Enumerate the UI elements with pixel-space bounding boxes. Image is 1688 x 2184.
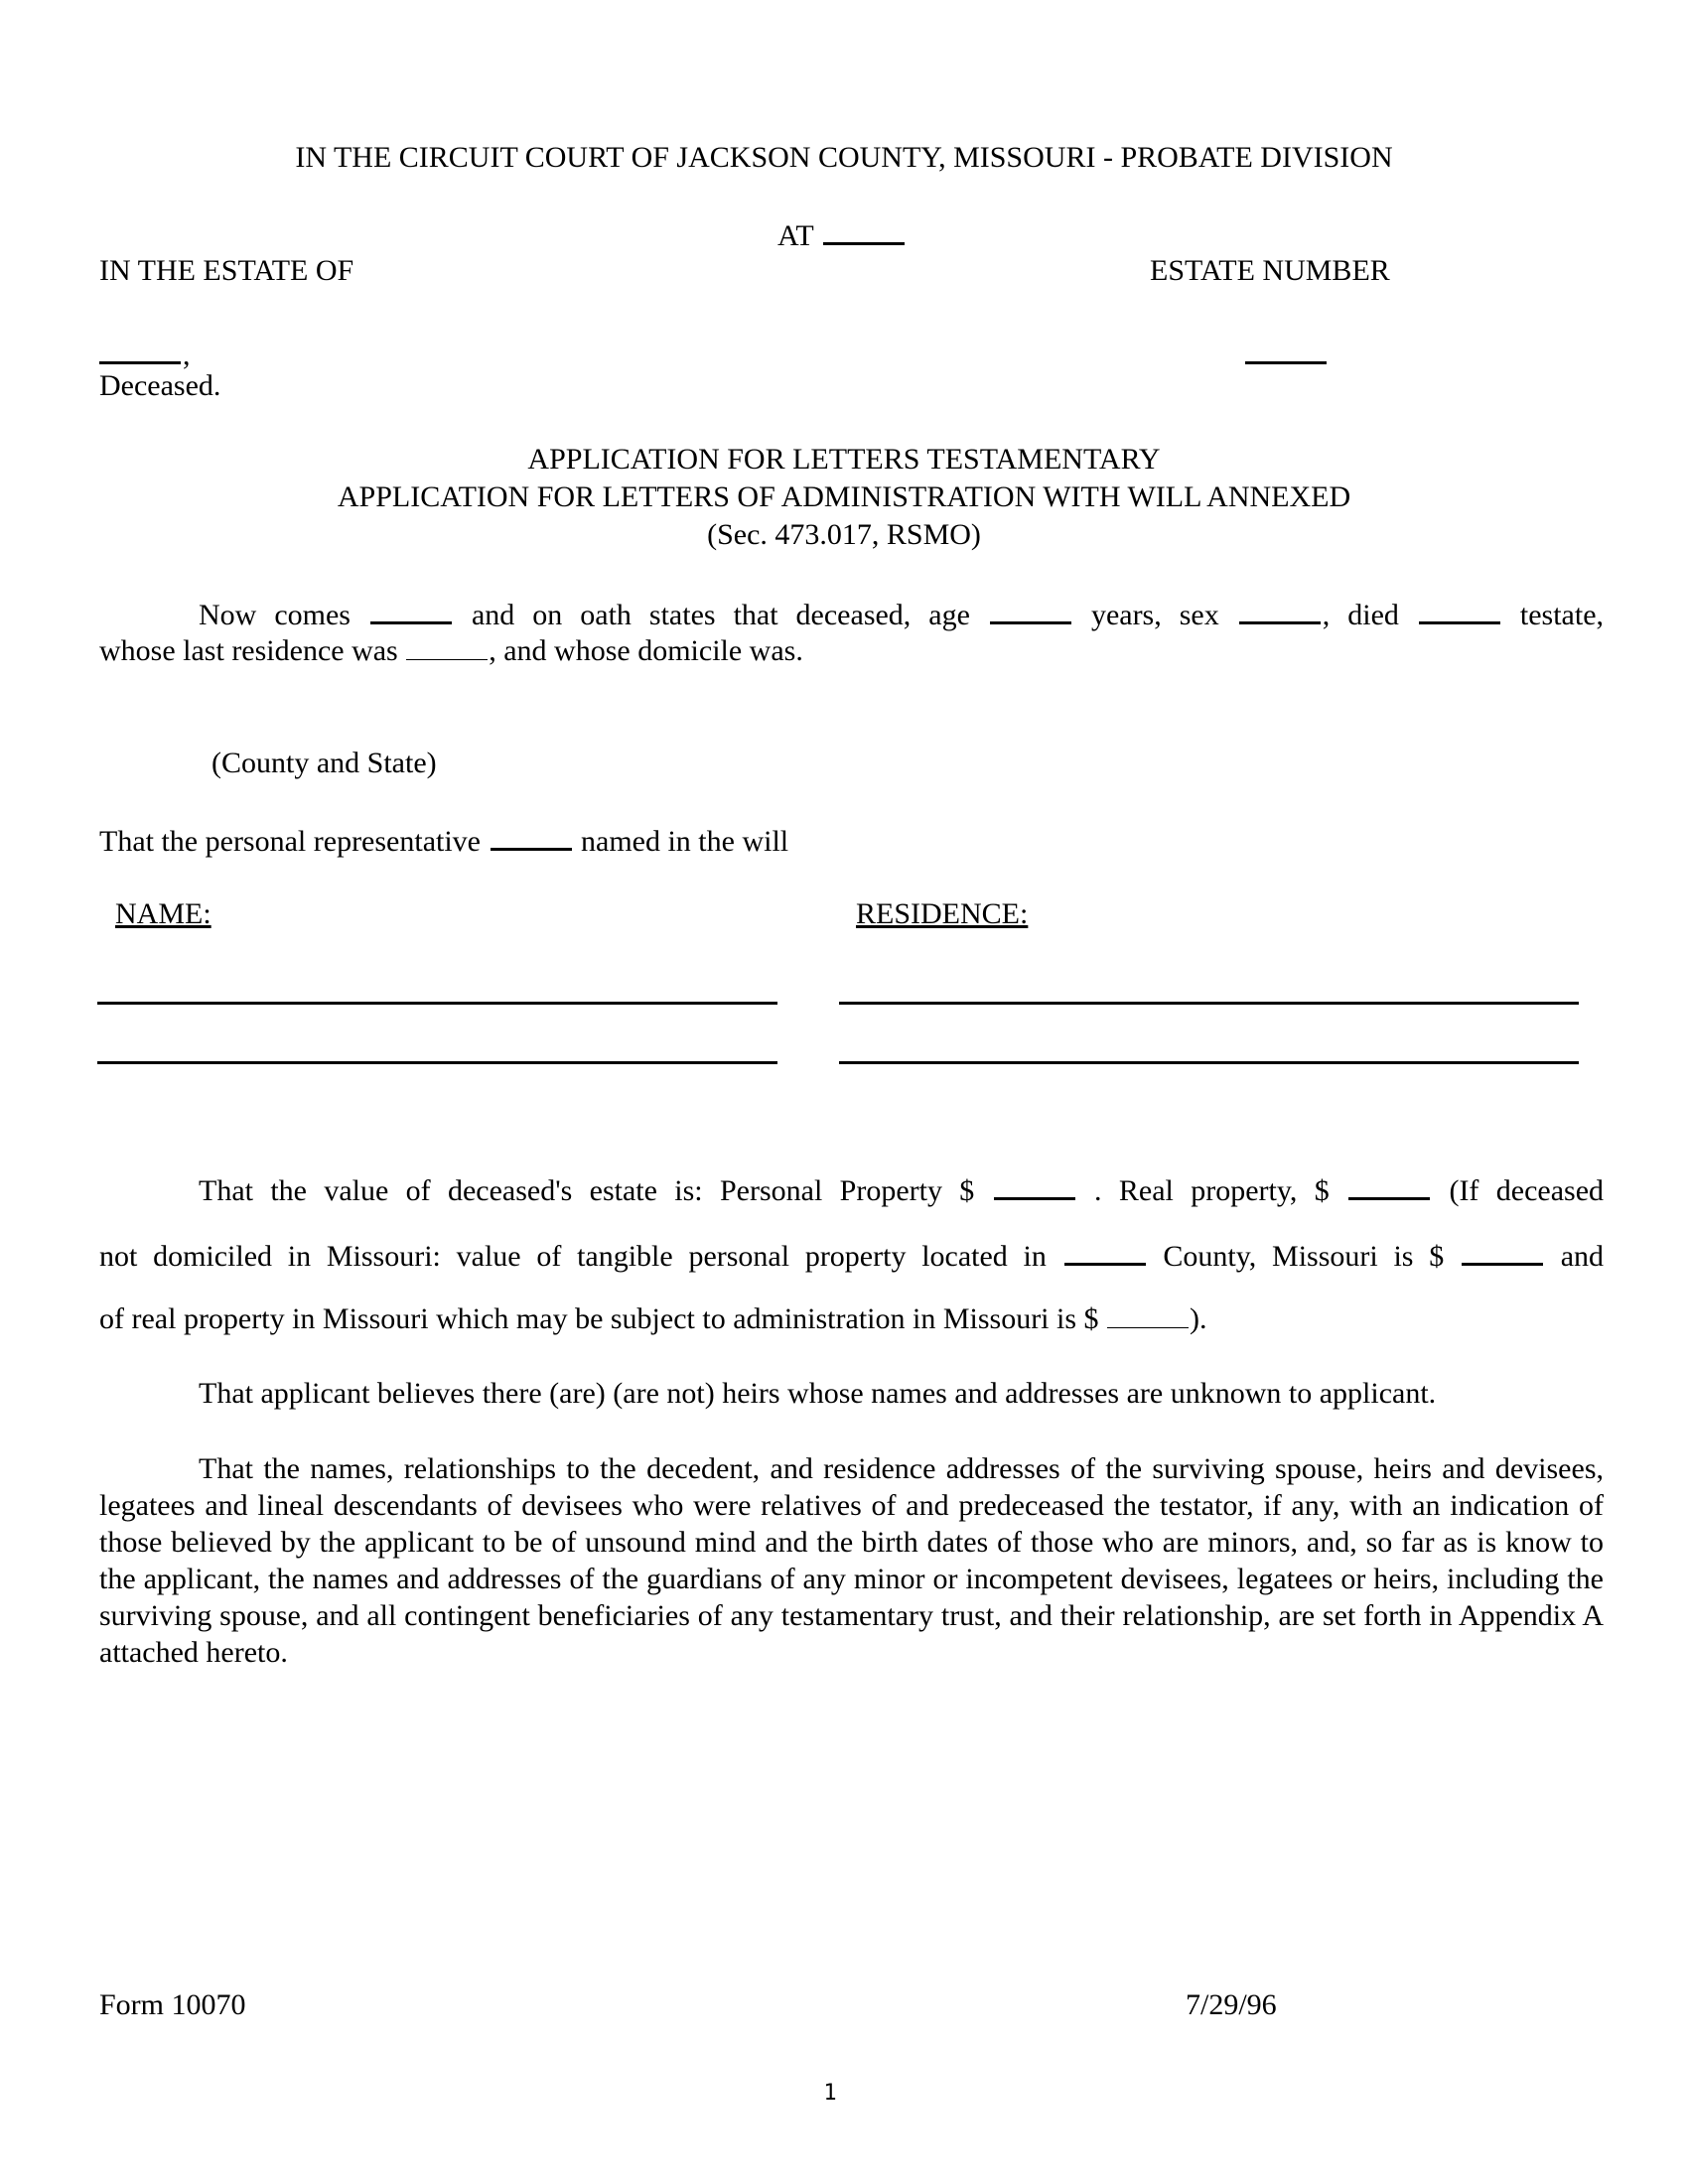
county-missouri-text: County, Missouri is $ xyxy=(1163,1240,1445,1273)
last-residence-blank[interactable] xyxy=(406,631,488,660)
tangible-value-blank[interactable] xyxy=(1462,1235,1543,1266)
real-property-missouri-text: of real property in Missouri which may be subject to administration in Missouri is $ xyxy=(99,1302,1099,1335)
form-date: 7/29/96 xyxy=(1186,1988,1277,2021)
county-blank[interactable] xyxy=(1064,1235,1146,1266)
now-comes-text: Now comes xyxy=(199,599,351,631)
appendix-paragraph: That the names, relationships to the decedent, and residence addresses of the surviving spouse, heirs and devisees, legatees and lineal descendants of devisees who were relatives of and predeceased the testator, if any, with an indication of those believed by the applicant to be of unsound mind and the birth dates of those who are minors, and, so far as is know to the applicant, the names and addresses of the guardians of any minor or incompetent devisees, legatees or heirs, including the surviving spouse, and all contingent beneficiaries of any testamentary trust, and their relationship, are set forth in Appendix A attached hereto. xyxy=(99,1452,1604,1669)
and-text: and xyxy=(1560,1240,1605,1273)
deceased-comma: , xyxy=(183,339,191,371)
form-number: Form 10070 xyxy=(99,1988,246,2021)
personal-rep-line xyxy=(99,820,788,860)
personal-property-text: That the value of deceased's estate is: Personal Property $ xyxy=(199,1174,975,1207)
at-blank[interactable] xyxy=(823,214,905,245)
oath-text: and on oath states that deceased, age xyxy=(471,599,970,631)
personal-rep-text: That the personal representative xyxy=(99,825,481,858)
name-field-1[interactable] xyxy=(97,1002,777,1005)
page-number: 1 xyxy=(823,2081,837,2106)
died-text: , died xyxy=(1322,599,1399,631)
title-statute: (Sec. 473.017, RSMO) xyxy=(707,518,981,551)
real-property-blank[interactable] xyxy=(1348,1169,1430,1200)
not-domiciled-text: not domiciled in Missouri: value of tangible personal property located in xyxy=(99,1240,1047,1273)
personal-rep-blank[interactable] xyxy=(491,820,572,851)
value-line-3 xyxy=(99,1299,1207,1337)
testate-text: testate, xyxy=(1519,599,1605,631)
sex-blank[interactable] xyxy=(1239,594,1321,624)
residence-field-1[interactable] xyxy=(839,1002,1579,1005)
real-property-missouri-blank[interactable] xyxy=(1107,1299,1189,1328)
applicant-blank[interactable] xyxy=(370,594,452,624)
county-state-label: (County and State) xyxy=(211,747,437,779)
residence-field-2[interactable] xyxy=(839,1061,1579,1064)
age-blank[interactable] xyxy=(990,594,1071,624)
heirs-statement: That applicant believes there (are) (are not) heirs whose names and addresses are unknown to applicant. xyxy=(199,1377,1437,1410)
personal-property-blank[interactable] xyxy=(994,1169,1075,1200)
last-residence-text: whose last residence was xyxy=(99,634,398,667)
estate-number-label: ESTATE NUMBER xyxy=(1150,254,1390,287)
estate-of-label: IN THE ESTATE OF xyxy=(99,254,354,287)
domicile-text: , and whose domicile was. xyxy=(489,634,803,667)
estate-number-blank[interactable] xyxy=(1245,334,1327,364)
died-blank[interactable] xyxy=(1419,594,1500,624)
real-property-text: . Real property, $ xyxy=(1094,1174,1330,1207)
if-deceased-text: (If deceased xyxy=(1449,1174,1605,1207)
residence-column-header: RESIDENCE: xyxy=(856,897,1029,930)
intro-line-1 xyxy=(99,594,1604,633)
years-sex-text: years, sex xyxy=(1090,599,1219,631)
deceased-label: Deceased. xyxy=(99,369,221,402)
value-line-1 xyxy=(99,1169,1604,1209)
intro-line-2 xyxy=(99,631,803,669)
deceased-name-blank[interactable] xyxy=(99,334,181,364)
at-label: AT xyxy=(777,219,814,252)
title-line-1: APPLICATION FOR LETTERS TESTAMENTARY xyxy=(527,443,1161,476)
estate-number-line xyxy=(1243,334,1329,373)
at-line xyxy=(777,214,907,254)
court-heading: IN THE CIRCUIT COURT OF JACKSON COUNTY, MISSOURI - PROBATE DIVISION xyxy=(295,141,1393,174)
name-column-header: NAME: xyxy=(115,897,211,930)
closing-paren-text: ). xyxy=(1190,1302,1207,1335)
value-line-2 xyxy=(99,1235,1604,1275)
title-line-2: APPLICATION FOR LETTERS OF ADMINISTRATION WITH WILL ANNEXED xyxy=(337,480,1351,513)
named-in-will-text: named in the will xyxy=(581,825,789,858)
name-field-2[interactable] xyxy=(97,1061,777,1064)
